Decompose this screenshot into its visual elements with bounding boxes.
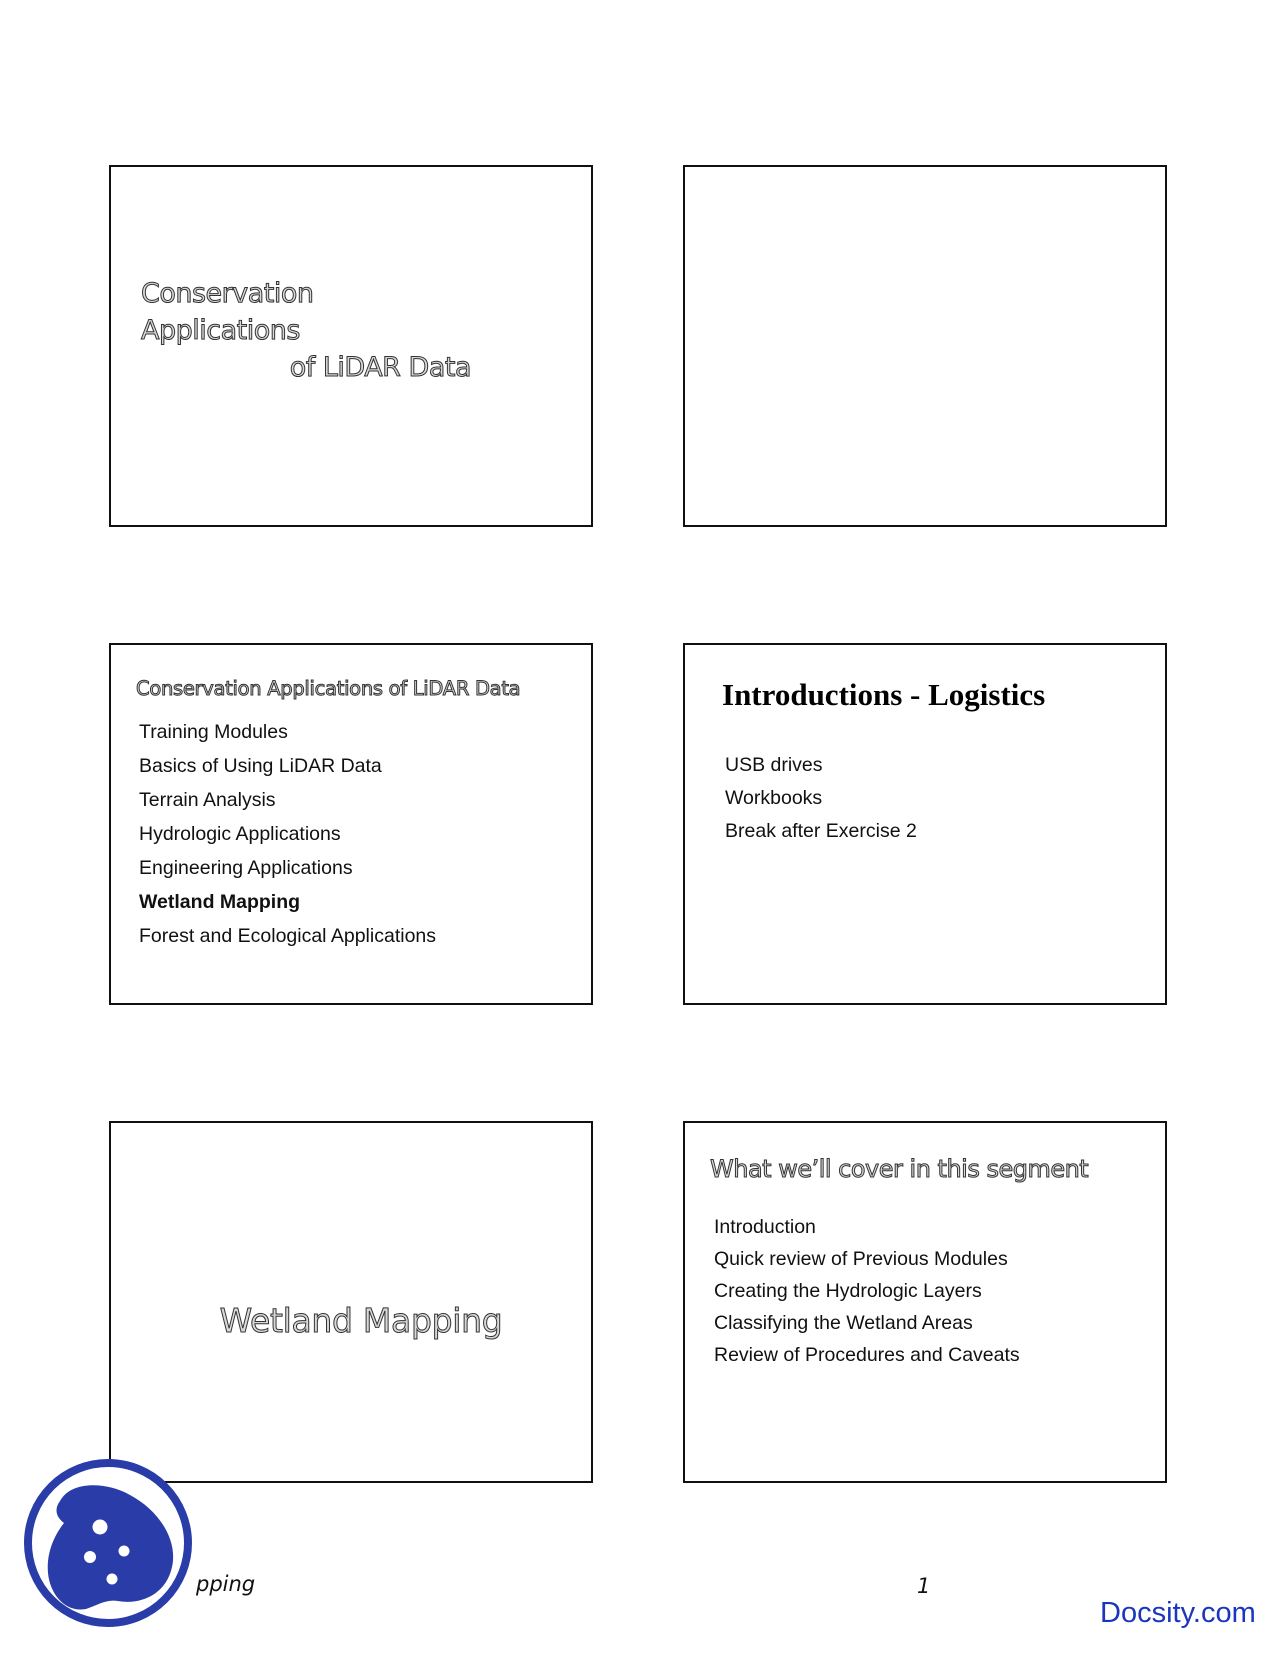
list-item: Workbooks <box>725 787 823 809</box>
slide-5-title: Wetland Mapping <box>219 1301 503 1340</box>
docsity-link[interactable]: Docsity.com <box>1100 1597 1256 1629</box>
slide-3 <box>109 643 593 1005</box>
list-item: Engineering Applications <box>139 857 353 879</box>
list-item: Hydrologic Applications <box>139 823 341 845</box>
slide-4-title: Introductions - Logistics <box>722 677 1046 712</box>
slide-2-blank <box>683 165 1167 527</box>
slide-1-title-line-2: of LiDAR Data <box>289 352 471 383</box>
docsity-logo-icon[interactable] <box>20 1455 196 1631</box>
list-item: USB drives <box>725 754 823 776</box>
list-item: Terrain Analysis <box>139 789 276 811</box>
slide-5 <box>109 1121 593 1483</box>
slide-3-title: Conservation Applications of LiDAR Data <box>136 677 521 700</box>
slide-6 <box>683 1121 1167 1483</box>
slide-3-module-list <box>139 715 436 953</box>
footer-text: pping <box>196 1572 256 1596</box>
slide-1-title-line-1: Conservation Applications <box>141 278 314 346</box>
list-item: Forest and Ecological Applications <box>139 925 437 947</box>
list-item: Introduction <box>714 1216 816 1238</box>
slide-6-title: What we’ll cover in this segment <box>710 1155 1089 1183</box>
list-item: Creating the Hydrologic Layers <box>714 1280 982 1302</box>
page-number: 1 <box>917 1574 931 1598</box>
list-item: Break after Exercise 2 <box>725 820 917 842</box>
list-item: Review of Procedures and Caveats <box>714 1344 1020 1366</box>
list-item: Quick review of Previous Modules <box>714 1248 1008 1270</box>
list-item: Basics of Using LiDAR Data <box>139 755 382 777</box>
slide-6-segment-list <box>714 1211 1020 1371</box>
slide-4-logistics-list <box>725 749 917 848</box>
slide-1-title <box>141 275 471 386</box>
slide-4 <box>683 643 1167 1005</box>
slide-1 <box>109 165 593 527</box>
list-item: Classifying the Wetland Areas <box>714 1312 973 1334</box>
list-item: Training Modules <box>139 721 288 743</box>
list-item-highlighted: Wetland Mapping <box>139 891 301 913</box>
